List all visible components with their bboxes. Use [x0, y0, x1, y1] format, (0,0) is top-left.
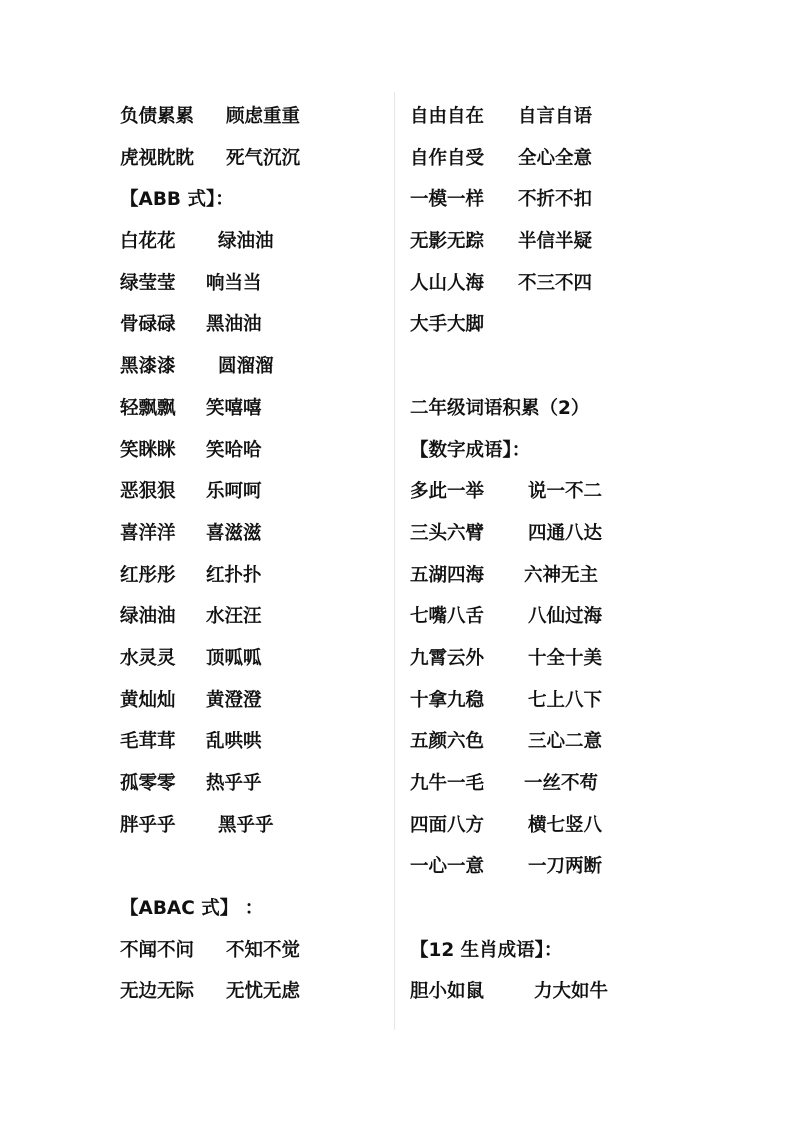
word-row — [410, 96, 710, 138]
left-column — [120, 96, 380, 1013]
word-row — [410, 555, 710, 597]
word: 八仙过海 — [528, 606, 603, 628]
word-row — [120, 221, 380, 263]
word: 九牛一毛 — [410, 773, 485, 794]
word: 白花花 — [120, 231, 176, 253]
word: 黄澄澄 — [206, 689, 262, 711]
word: 轻飘飘 — [120, 397, 176, 419]
word-row — [410, 846, 710, 888]
word-row — [410, 763, 710, 805]
word: 胆小如鼠 — [410, 981, 485, 1003]
word: 红彤彤 — [120, 564, 176, 586]
word-row — [410, 596, 710, 638]
word-row — [410, 971, 710, 1013]
word: 无边无际 — [120, 981, 195, 1003]
word: 绿莹莹 — [120, 272, 176, 294]
word-row — [120, 680, 380, 722]
word: 说一不二 — [528, 481, 603, 503]
word: 胖乎乎 — [120, 814, 176, 836]
word: 无影无踪 — [410, 231, 485, 253]
word: 全心全意 — [518, 147, 593, 169]
word: 四面八方 — [410, 814, 485, 836]
word: 孤零零 — [120, 773, 176, 794]
word: 多此一举 — [410, 481, 485, 503]
word: 力大如牛 — [534, 981, 609, 1003]
abac-heading: 【ABAC 式】 ： — [120, 898, 264, 920]
word-row — [120, 805, 380, 847]
word-row — [410, 805, 710, 847]
word-row — [410, 513, 710, 555]
word-row — [120, 138, 380, 180]
word: 四通八达 — [528, 522, 603, 544]
word: 喜滋滋 — [206, 522, 262, 544]
word: 十全十美 — [528, 647, 603, 669]
word: 一模一样 — [410, 189, 485, 211]
word-row — [120, 596, 380, 638]
word: 死气沉沉 — [226, 147, 301, 169]
word: 一刀两断 — [528, 856, 603, 878]
word: 六神无主 — [524, 564, 599, 586]
word-row — [120, 638, 380, 680]
word: 不折不扣 — [518, 189, 593, 211]
word-row — [120, 388, 380, 430]
blank-line — [410, 888, 710, 930]
word-row — [120, 555, 380, 597]
word: 黑油油 — [206, 314, 262, 336]
word-row — [410, 138, 710, 180]
word: 一心一意 — [410, 856, 485, 878]
right-column — [410, 96, 710, 1013]
word: 横七竖八 — [528, 814, 603, 836]
word: 三头六臂 — [410, 522, 485, 544]
word: 黄灿灿 — [120, 689, 176, 711]
section-title: 二年级词语积累（2） — [410, 397, 590, 419]
blank-line — [120, 846, 380, 888]
word: 一丝不苟 — [524, 773, 599, 794]
word: 七嘴八舌 — [410, 606, 485, 628]
word: 黑漆漆 — [120, 356, 176, 378]
word: 虎视眈眈 — [120, 147, 195, 169]
word-row — [120, 430, 380, 472]
word: 顾虑重重 — [226, 106, 301, 127]
word: 乐呵呵 — [206, 481, 262, 503]
word-row — [120, 263, 380, 305]
word: 十拿九稳 — [410, 689, 485, 711]
word: 不闻不问 — [120, 939, 195, 961]
word: 顶呱呱 — [206, 647, 262, 669]
word: 负债累累 — [120, 106, 195, 127]
word: 半信半疑 — [518, 231, 593, 253]
word: 不三不四 — [518, 272, 593, 294]
number-idiom-heading: 【数字成语】： — [410, 439, 531, 461]
word-row — [120, 346, 380, 388]
word-row — [120, 513, 380, 555]
word: 三心二意 — [528, 731, 603, 753]
word: 自作自受 — [410, 147, 485, 169]
word-row — [410, 179, 710, 221]
word: 自由自在 — [410, 106, 485, 127]
word: 九霄云外 — [410, 647, 485, 669]
word: 人山人海 — [410, 272, 485, 294]
word-row — [120, 304, 380, 346]
word-row — [410, 471, 710, 513]
blank-line — [410, 346, 710, 388]
word: 自言自语 — [518, 106, 593, 127]
word: 恶狠狠 — [120, 481, 176, 503]
word: 绿油油 — [120, 606, 176, 628]
abb-heading: 【ABB 式】： — [120, 189, 234, 211]
word: 七上八下 — [528, 689, 603, 711]
word-row — [120, 930, 380, 972]
word: 绿油油 — [218, 231, 274, 253]
word: 响当当 — [206, 272, 262, 294]
word: 喜洋洋 — [120, 522, 176, 544]
word: 毛茸茸 — [120, 731, 176, 753]
word: 骨碌碌 — [120, 314, 176, 336]
word-row — [120, 471, 380, 513]
word: 乱哄哄 — [206, 731, 262, 753]
word: 五湖四海 — [410, 564, 485, 586]
word: 黑乎乎 — [218, 814, 274, 836]
word: 笑嘻嘻 — [206, 397, 262, 419]
word-row — [410, 680, 710, 722]
word: 不知不觉 — [226, 939, 301, 961]
word-row — [410, 263, 710, 305]
zodiac-idiom-heading: 【12 生肖成语】： — [410, 939, 563, 961]
word-row — [120, 721, 380, 763]
word: 水灵灵 — [120, 647, 176, 669]
word-row — [410, 721, 710, 763]
word-row — [410, 221, 710, 263]
word-row — [410, 304, 710, 346]
word: 笑哈哈 — [206, 439, 262, 461]
column-divider — [394, 92, 395, 1030]
word: 五颜六色 — [410, 731, 485, 753]
word: 无忧无虑 — [226, 981, 301, 1003]
word: 圆溜溜 — [218, 356, 274, 378]
word-row — [120, 763, 380, 805]
word-row — [120, 96, 380, 138]
word: 笑眯眯 — [120, 439, 176, 461]
word: 水汪汪 — [206, 606, 262, 628]
word: 大手大脚 — [410, 314, 485, 336]
word-row — [410, 638, 710, 680]
word: 热乎乎 — [206, 773, 262, 794]
word-row — [120, 971, 380, 1013]
word: 红扑扑 — [206, 564, 262, 586]
